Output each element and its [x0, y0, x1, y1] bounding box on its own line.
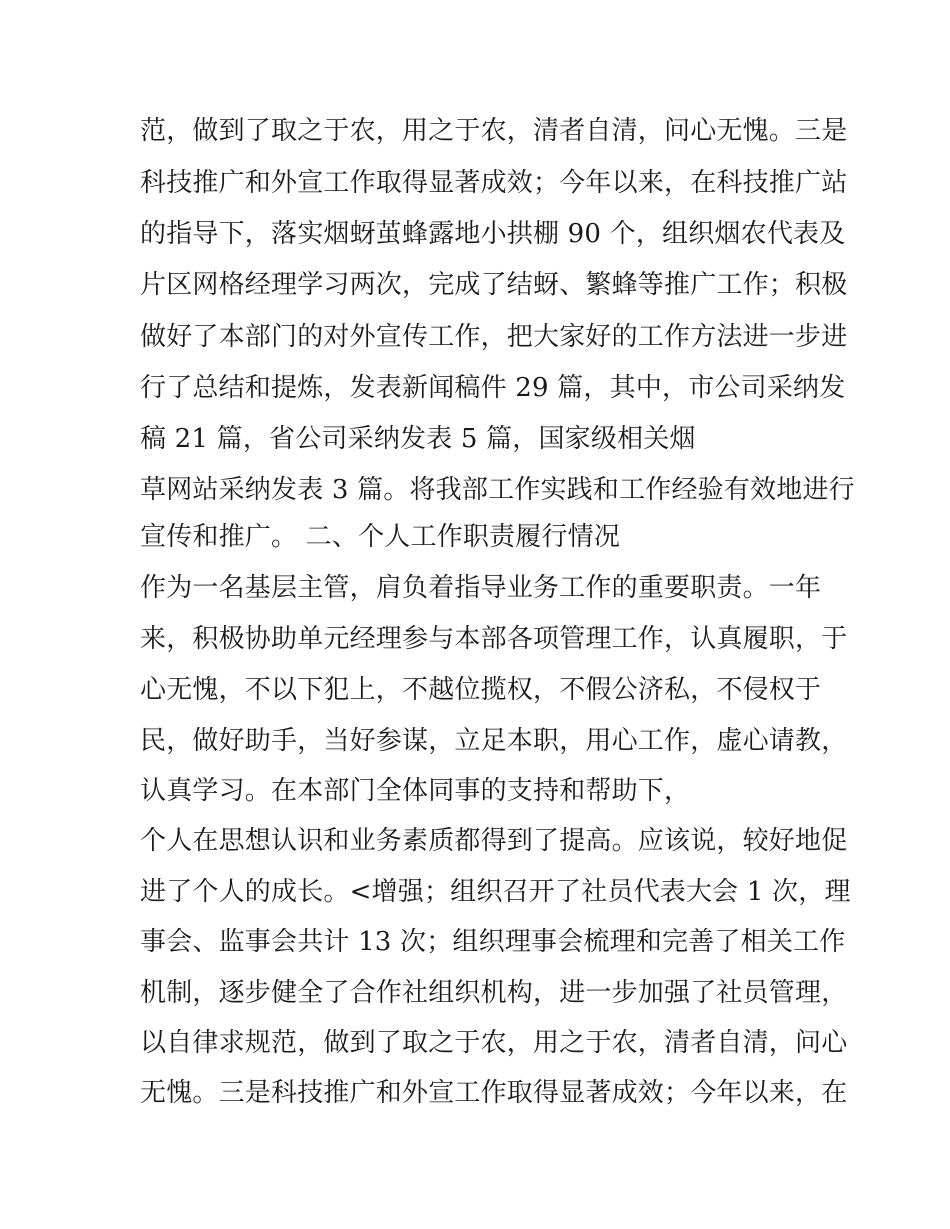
text-line: 科技推广和外宣工作取得显著成效；今年以来，在科技推广站	[140, 168, 848, 198]
text-line: 以自律求规范，做到了取之于农，用之于农，清者自清，问心	[140, 1028, 848, 1058]
text-line: 做好了本部门的对外宣传工作，把大家好的工作方法进一步进	[140, 322, 848, 352]
text-line: 民，做好助手，当好参谋，立足本职，用心工作，虚心请教，	[140, 726, 848, 756]
text-line: 心无愧，不以下犯上，不越位揽权，不假公济私，不侵权于	[140, 675, 822, 705]
text-line: 进了个人的成长。<增强；组织召开了社员代表大会 1 次，理	[140, 877, 851, 907]
text-line: 无愧。三是科技推广和外宣工作取得显著成效；今年以来，在	[140, 1078, 848, 1108]
text-line: 行了总结和提炼，发表新闻稿件 29 篇，其中，市公司采纳发	[140, 373, 846, 403]
text-line: 机制，逐步健全了合作社组织机构，进一步加强了社员管理，	[140, 978, 848, 1008]
text-line: 个人在思想认识和业务素质都得到了提高。应该说，较好地促	[140, 826, 848, 856]
text-line: 来，积极协助单元经理参与本部各项管理工作，认真履职，于	[140, 624, 848, 654]
text-line: 稿 21 篇，省公司采纳发表 5 篇，国家级相关烟	[140, 424, 696, 454]
text-line: 草网站采纳发表 3 篇。将我部工作实践和工作经验有效地进行	[140, 475, 855, 505]
text-line: 作为一名基层主管，肩负着指导业务工作的重要职责。一年	[140, 573, 822, 603]
text-line: 的指导下，落实烟蚜茧蜂露地小拱棚 90 个，组织烟农代表及	[140, 219, 846, 249]
text-line: 范，做到了取之于农，用之于农，清者自清，问心无愧。三是	[140, 116, 848, 146]
text-line: 片区网格经理学习两次，完成了结蚜、繁蜂等推广工作；积极	[140, 270, 848, 300]
text-line: 认真学习。在本部门全体同事的支持和帮助下，	[140, 776, 691, 806]
section-heading-line: 宣传和推广。 二、个人工作职责履行情况	[140, 522, 621, 552]
text-line: 事会、监事会共计 13 次；组织理事会梳理和完善了相关工作	[140, 927, 846, 957]
